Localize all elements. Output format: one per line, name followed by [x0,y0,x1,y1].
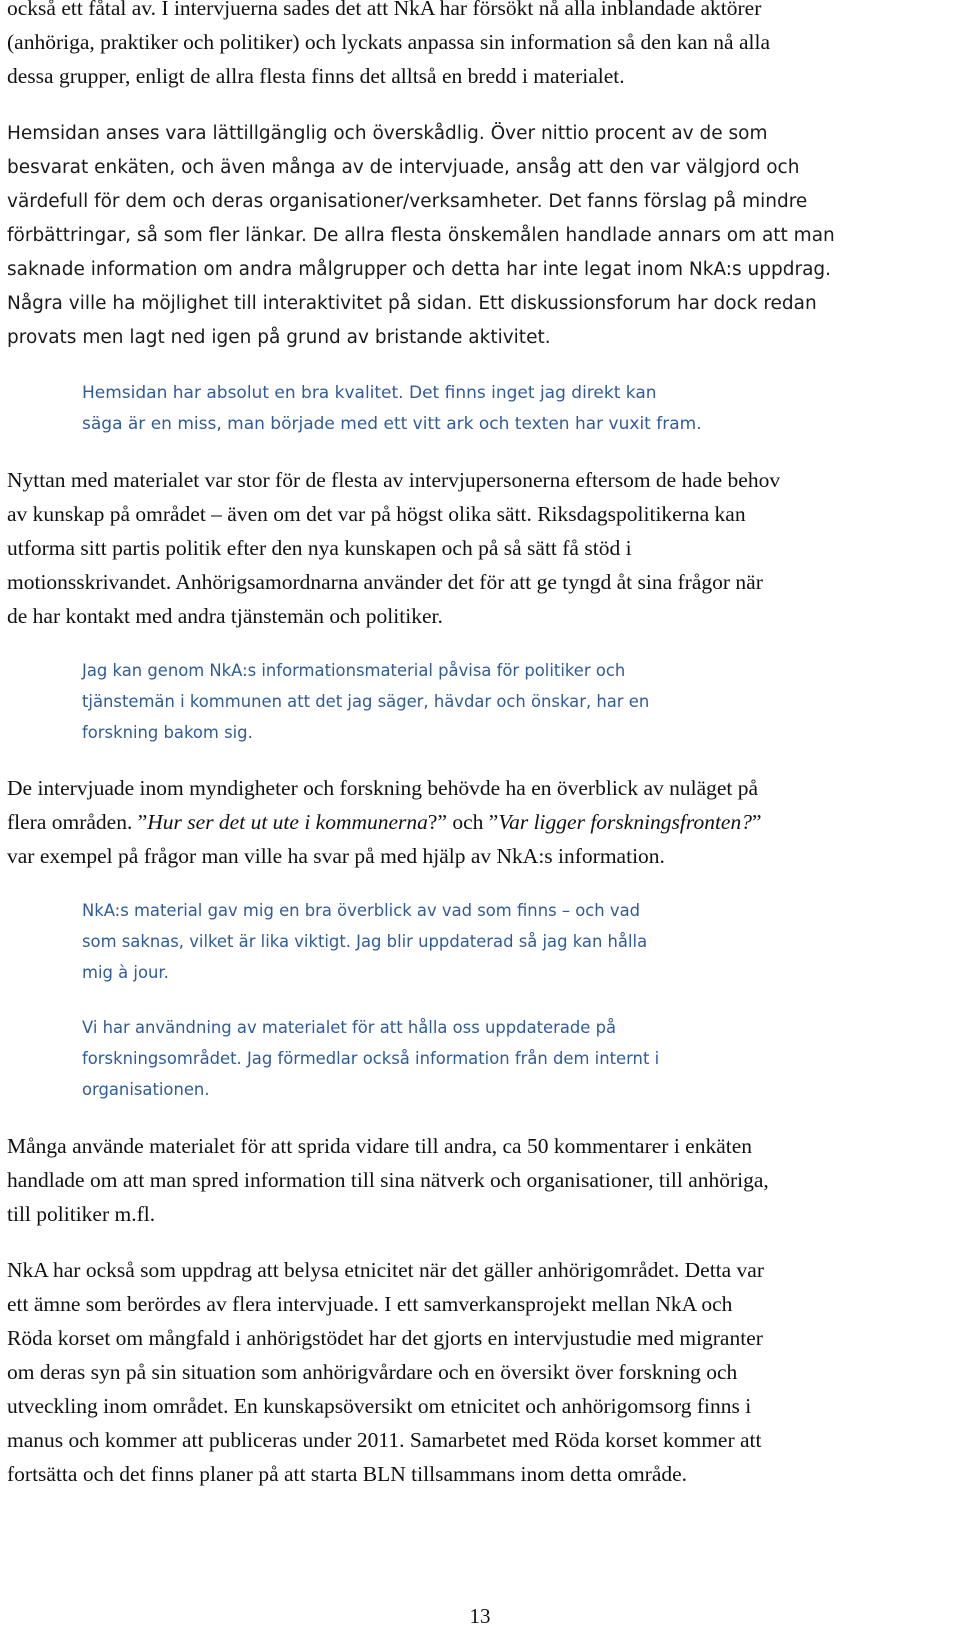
body-text-line: Röda korset om mångfald i anhörigstödet har det gjorts en intervjustudie med migranter [7,1326,763,1350]
interview-quote-line: Hemsidan har absolut en bra kvalitet. Det finns inget jag direkt kan [82,383,657,403]
body-text-line: utforma sitt partis politik efter den nya kunskapen och på så sätt få stöd i [7,536,632,560]
body-text-line: dessa grupper, enligt de allra flesta finns det alltså en bredd i materialet. [7,64,625,88]
body-text-line: provats men lagt ned igen på grund av bristande aktivitet. [7,327,551,348]
page-number: 13 [469,1604,491,1628]
interview-quote-line: tjänstemän i kommunen att det jag säger, hävdar och önskar, har en [82,692,650,711]
body-text-line: till politiker m.fl. [7,1202,156,1226]
interview-quote-line: som saknas, vilket är lika viktigt. Jag blir uppdaterad så jag kan hålla [82,932,648,951]
interview-quote-line: säga är en miss, man började med ett vitt ark och texten har vuxit fram. [82,414,702,434]
italic-question: Hur ser det ut ute i kommunerna [147,810,428,834]
body-text-line: manus och kommer att publiceras under 2011. Samarbetet med Röda korset kommer att [7,1428,762,1452]
text-segment: ” [751,810,762,834]
body-text-line: värdefull för dem och deras organisationer/verksamheter. Det fanns förslag på mindre [7,191,808,212]
body-text-line: Några ville ha möjlighet till interaktivitet på sidan. Ett diskussionsforum har dock redan [7,293,817,314]
interview-quote-line: Jag kan genom NkA:s informationsmaterial påvisa för politiker och [82,661,626,680]
body-text-line: NkA har också som uppdrag att belysa etnicitet när det gäller anhörigområdet. Detta var [7,1258,765,1282]
body-text-line: saknade information om andra målgrupper och detta har inte legat inom NkA:s uppdrag. [7,259,832,280]
body-text-line: Hemsidan anses vara lättillgänglig och överskådlig. Över nittio procent av de som [7,123,768,144]
body-text-line: Nyttan med materialet var stor för de flesta av intervjupersonerna eftersom de hade behov [7,468,781,492]
interview-quote-line: NkA:s material gav mig en bra överblick av vad som finns – och vad [82,901,641,920]
interview-quote-line: mig à jour. [82,963,169,982]
interview-quote-line: forskningsområdet. Jag förmedlar också information från dem internt i [82,1049,660,1068]
body-text-line: (anhöriga, praktiker och politiker) och lyckats anpassa sin information så den kan nå alla [7,30,770,54]
interview-quote-line: forskning bakom sig. [82,723,253,742]
body-text-line: De intervjuade inom myndigheter och forskning behövde ha en överblick av nuläget på [7,776,759,800]
body-text-line: besvarat enkäten, och även många av de intervjuade, ansåg att den var välgjord och [7,157,800,178]
text-segment: flera områden. ” [7,810,148,834]
body-text-line: ett ämne som berördes av flera intervjuade. I ett samverkansprojekt mellan NkA och [7,1292,733,1316]
italic-question: Var ligger forskningsfronten? [498,810,752,834]
interview-quote-line: organisationen. [82,1080,210,1099]
body-text-line: handlade om att man spred information till sina nätverk och organisationer, till anhöriga, [7,1168,769,1192]
body-text-line: också ett fåtal av. I intervjuerna sades det att NkA har försökt nå alla inblandade aktörer [7,0,762,20]
body-text-line: förbättringar, så som fler länkar. De allra flesta önskemålen handlade annars om att man [7,225,835,246]
body-text-line: motionsskrivandet. Anhörigsamordnarna använder det för att ge tyngd åt sina frågor när [7,570,763,594]
body-text-line: fortsätta och det finns planer på att starta BLN tillsammans inom detta område. [7,1462,688,1486]
text-segment: ?” och ” [427,810,499,834]
body-text-line: var exempel på frågor man ville ha svar på med hjälp av NkA:s information. [7,844,665,868]
body-text-line: Många använde materialet för att sprida vidare till andra, ca 50 kommentarer i enkäten [7,1134,753,1158]
interview-quote-line: Vi har användning av materialet för att hålla oss uppdaterade på [82,1018,617,1037]
body-text-line: om deras syn på sin situation som anhörigvårdare och en översikt över forskning och [7,1360,738,1384]
body-text-line: utveckling inom området. En kunskapsöversikt om etnicitet och anhörigomsorg finns i [7,1394,752,1418]
body-text-line: av kunskap på området – även om det var på högst olika sätt. Riksdagspolitikerna kan [7,502,746,526]
body-text-line [7,807,762,837]
body-text-line: de har kontakt med andra tjänstemän och politiker. [7,604,443,628]
